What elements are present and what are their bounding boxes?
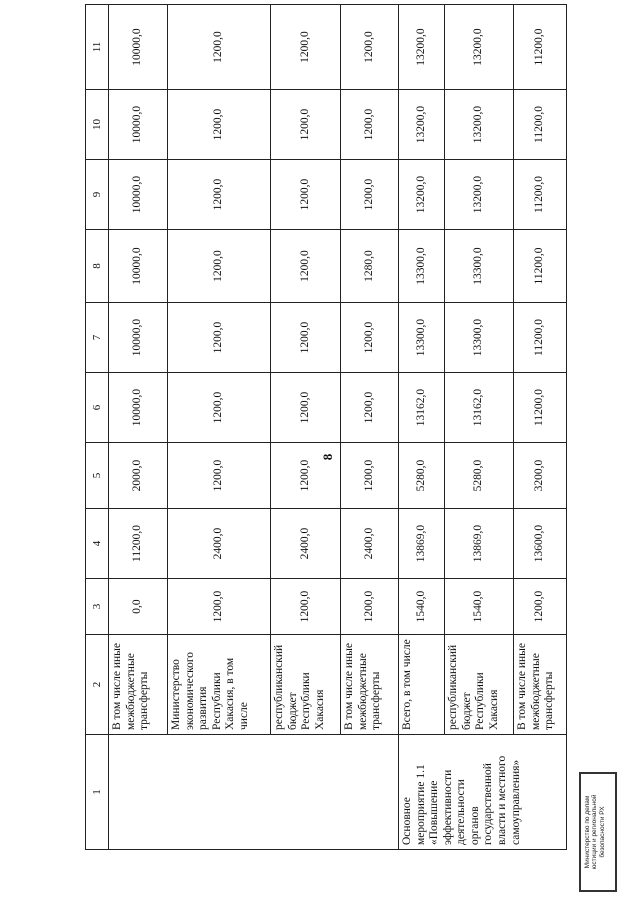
- column-header: 9: [86, 160, 109, 230]
- table-cell: 11200,0: [514, 5, 567, 90]
- table-cell: 1200,0: [271, 230, 341, 303]
- ministry-stamp: [579, 772, 617, 892]
- event-label: Основное мероприятие 1.1 «Повышение эффективности деятельности органов государственной власти и местного самоуправления»: [399, 735, 567, 850]
- table-cell: 1200,0: [168, 579, 271, 635]
- table-row: [341, 5, 399, 850]
- table-cell: 3200,0: [514, 443, 567, 509]
- row-label: республиканский бюджет Республики Хакасия: [271, 635, 341, 735]
- table-cell: 13200,0: [445, 160, 514, 230]
- table-cell: 1200,0: [271, 303, 341, 373]
- column-header: 7: [86, 303, 109, 373]
- table-cell: 13162,0: [399, 373, 445, 443]
- column-header: 11: [86, 5, 109, 90]
- table-cell: 1200,0: [341, 90, 399, 160]
- table-row: [168, 5, 271, 850]
- table-cell: 11200,0: [514, 230, 567, 303]
- table-cell: 11200,0: [514, 160, 567, 230]
- column-header: 4: [86, 509, 109, 579]
- table-cell: 10000,0: [109, 373, 168, 443]
- table-cell: 1200,0: [168, 230, 271, 303]
- table-cell: 1200,0: [168, 443, 271, 509]
- table-cell: 13300,0: [445, 230, 514, 303]
- table-cell: 1540,0: [445, 579, 514, 635]
- table-cell: 1200,0: [271, 579, 341, 635]
- table-cell: 1200,0: [271, 5, 341, 90]
- table-cell: 1200,0: [168, 90, 271, 160]
- table-cell: 2400,0: [341, 509, 399, 579]
- table-row: [109, 5, 168, 850]
- table-cell: 1280,0: [341, 230, 399, 303]
- table-cell: 13300,0: [399, 303, 445, 373]
- table-row: [445, 5, 514, 850]
- table-cell: 13200,0: [399, 90, 445, 160]
- table-cell: 1200,0: [341, 303, 399, 373]
- table-cell: 1200,0: [341, 5, 399, 90]
- stamp-line: безопасности РХ: [598, 806, 606, 858]
- budget-table: [85, 4, 567, 850]
- table-cell: 10000,0: [109, 160, 168, 230]
- table-cell: 2000,0: [109, 443, 168, 509]
- table-cell: 1200,0: [514, 579, 567, 635]
- stamp-line: юстиции и региональной: [591, 794, 599, 870]
- table-cell: 1200,0: [271, 443, 341, 509]
- table-cell: 10000,0: [109, 5, 168, 90]
- stamp-line: Министерство по делам: [584, 795, 591, 869]
- table-cell: 2400,0: [168, 509, 271, 579]
- table-row: [514, 5, 567, 850]
- table-cell: 13200,0: [445, 5, 514, 90]
- column-number-row: [86, 5, 109, 850]
- table-cell: 2400,0: [271, 509, 341, 579]
- row-label: республиканский бюджет Республики Хакасия: [445, 635, 514, 735]
- table-cell: 1200,0: [168, 373, 271, 443]
- table-cell: 1200,0: [341, 373, 399, 443]
- table-cell: 13200,0: [399, 160, 445, 230]
- table-cell: 1200,0: [168, 303, 271, 373]
- table-cell: 5280,0: [445, 443, 514, 509]
- table-cell: 1200,0: [271, 373, 341, 443]
- table-cell: 1200,0: [341, 160, 399, 230]
- column-header: 10: [86, 90, 109, 160]
- empty-event-cell: [109, 735, 399, 850]
- column-header: 3: [86, 579, 109, 635]
- table-cell: 13200,0: [399, 5, 445, 90]
- table-cell: 1200,0: [271, 160, 341, 230]
- table-cell: 13162,0: [445, 373, 514, 443]
- column-header: 8: [86, 230, 109, 303]
- table-cell: 11200,0: [514, 373, 567, 443]
- column-header: 5: [86, 443, 109, 509]
- table-cell: 13869,0: [445, 509, 514, 579]
- table-row: [399, 5, 445, 850]
- table-cell: 5280,0: [399, 443, 445, 509]
- column-header: 1: [86, 735, 109, 850]
- table-cell: 10000,0: [109, 303, 168, 373]
- column-header: 2: [86, 635, 109, 735]
- table-cell: 13869,0: [399, 509, 445, 579]
- table-cell: 1200,0: [341, 579, 399, 635]
- table-cell: 13300,0: [399, 230, 445, 303]
- page-number: 8: [320, 453, 335, 461]
- row-label: Министерство экономического развития Республики Хакасия, в том числе: [168, 635, 271, 735]
- column-header: 6: [86, 373, 109, 443]
- table-cell: 13300,0: [445, 303, 514, 373]
- table-cell: 0,0: [109, 579, 168, 635]
- row-label: В том числе иные межбюджетные трансферты: [514, 635, 567, 735]
- table-cell: 1200,0: [168, 5, 271, 90]
- row-label: В том числе иные межбюджетные трансферты: [341, 635, 399, 735]
- table-cell: 11200,0: [109, 509, 168, 579]
- table-cell: 13600,0: [514, 509, 567, 579]
- table-cell: 1540,0: [399, 579, 445, 635]
- table-cell: 11200,0: [514, 303, 567, 373]
- table-cell: 1200,0: [168, 160, 271, 230]
- table-cell: 10000,0: [109, 90, 168, 160]
- table-cell: 10000,0: [109, 230, 168, 303]
- table-cell: 13200,0: [445, 90, 514, 160]
- table-cell: 1200,0: [271, 90, 341, 160]
- table-cell: 11200,0: [514, 90, 567, 160]
- table-row: [271, 5, 341, 850]
- budget-table-container: [85, 5, 563, 850]
- row-label: Всего, в том числе: [399, 635, 445, 735]
- row-label: В том числе иные межбюджетные трансферты: [109, 635, 168, 735]
- table-cell: 1200,0: [341, 443, 399, 509]
